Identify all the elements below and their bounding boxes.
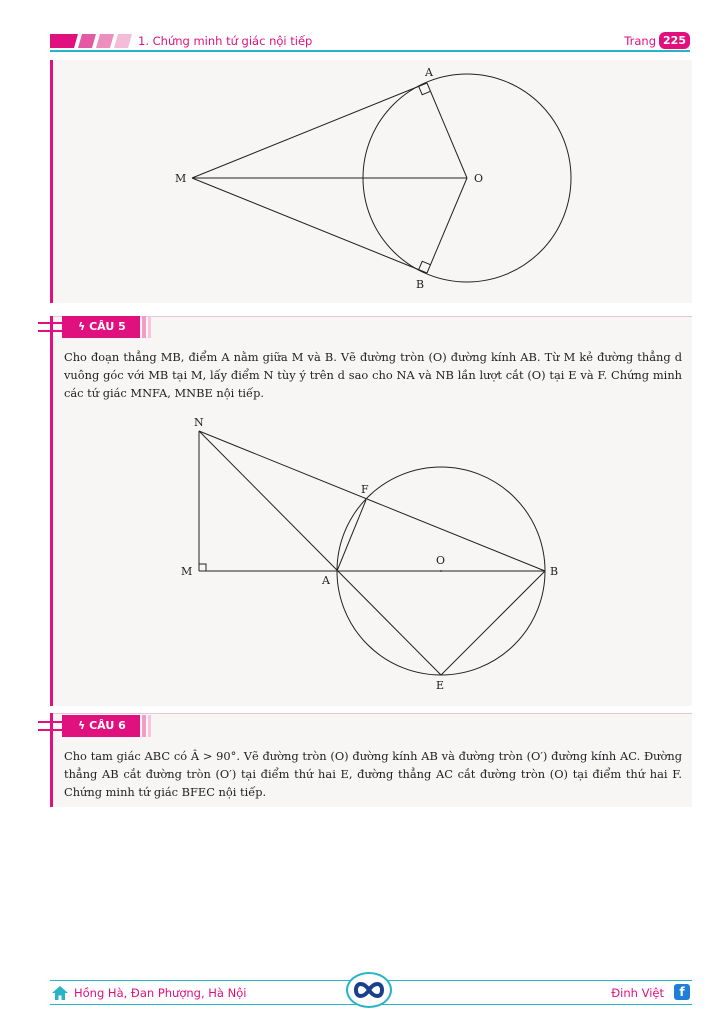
- chapter-title: 1. Chứng minh tứ giác nội tiếp: [138, 34, 313, 48]
- label-m: M: [175, 172, 187, 185]
- label-o: O: [436, 554, 446, 567]
- tangent-figure: [53, 60, 692, 303]
- label-f: F: [361, 483, 369, 496]
- footer-address: Hồng Hà, Đan Phượng, Hà Nội: [74, 986, 247, 1000]
- question-5-figure: [0, 410, 725, 710]
- label-a: A: [322, 574, 330, 587]
- lightning-icon: ϟ: [78, 719, 90, 732]
- question-5-label: CÂU 5: [89, 320, 126, 333]
- question-5-text: Cho đoạn thẳng MB, điểm A nằm giữa M và B. Vẽ đường tròn (O) đường kính AB. Từ M kẻ đường thẳng d vuông góc với MB tại M, lấy điểm N tùy ý trên d sao cho NA và NB lần lượt cắt (O) tại E và F. Chứng minh các tứ giác MNFA, MNBE nội tiếp.: [64, 350, 682, 400]
- label-b: B: [550, 565, 559, 578]
- label-b: B: [416, 278, 425, 291]
- radius-ob: [427, 178, 467, 273]
- footer-author: Đinh Việt: [611, 986, 664, 1000]
- question-6-text: Cho tam giác ABC có Â > 90°. Vẽ đường tròn (O) đường kính AB và đường tròn (O′) đường kính AC. Đường thẳng AB cắt đường tròn (O′) tại điểm thứ hai E, đường thẳng AC cắt đường tròn (O) tại điểm thứ hai F. Chứng minh tứ giác BFEC nội tiếp.: [64, 749, 682, 799]
- label-a: A: [425, 66, 433, 79]
- home-icon: [52, 986, 68, 1000]
- segment-nb: [199, 431, 545, 571]
- segment-ne: [199, 431, 441, 675]
- question-6-label: CÂU 6: [89, 719, 126, 732]
- infinity-logo: [346, 972, 392, 1008]
- tangent-mb: [192, 178, 427, 273]
- facebook-icon[interactable]: f: [674, 984, 690, 1000]
- lightning-icon: ϟ: [78, 320, 90, 333]
- page-footer: [50, 978, 692, 1008]
- tangent-ma: [192, 83, 427, 178]
- label-m: M: [181, 565, 193, 578]
- header-rule: [50, 50, 690, 52]
- label-n: N: [194, 416, 204, 429]
- radius-oa: [427, 83, 467, 178]
- figure-panel-tangents: [50, 60, 692, 303]
- segment-eb: [441, 571, 545, 675]
- label-e: E: [436, 679, 445, 692]
- segment-af: [337, 500, 366, 571]
- page-number: 225: [659, 32, 690, 49]
- page-header: [50, 32, 690, 54]
- page-label: Trang: [624, 34, 656, 48]
- label-o: O: [474, 172, 484, 185]
- center-o-dot: [440, 570, 442, 572]
- header-stripes: [50, 34, 140, 48]
- right-angle-m: [199, 564, 206, 571]
